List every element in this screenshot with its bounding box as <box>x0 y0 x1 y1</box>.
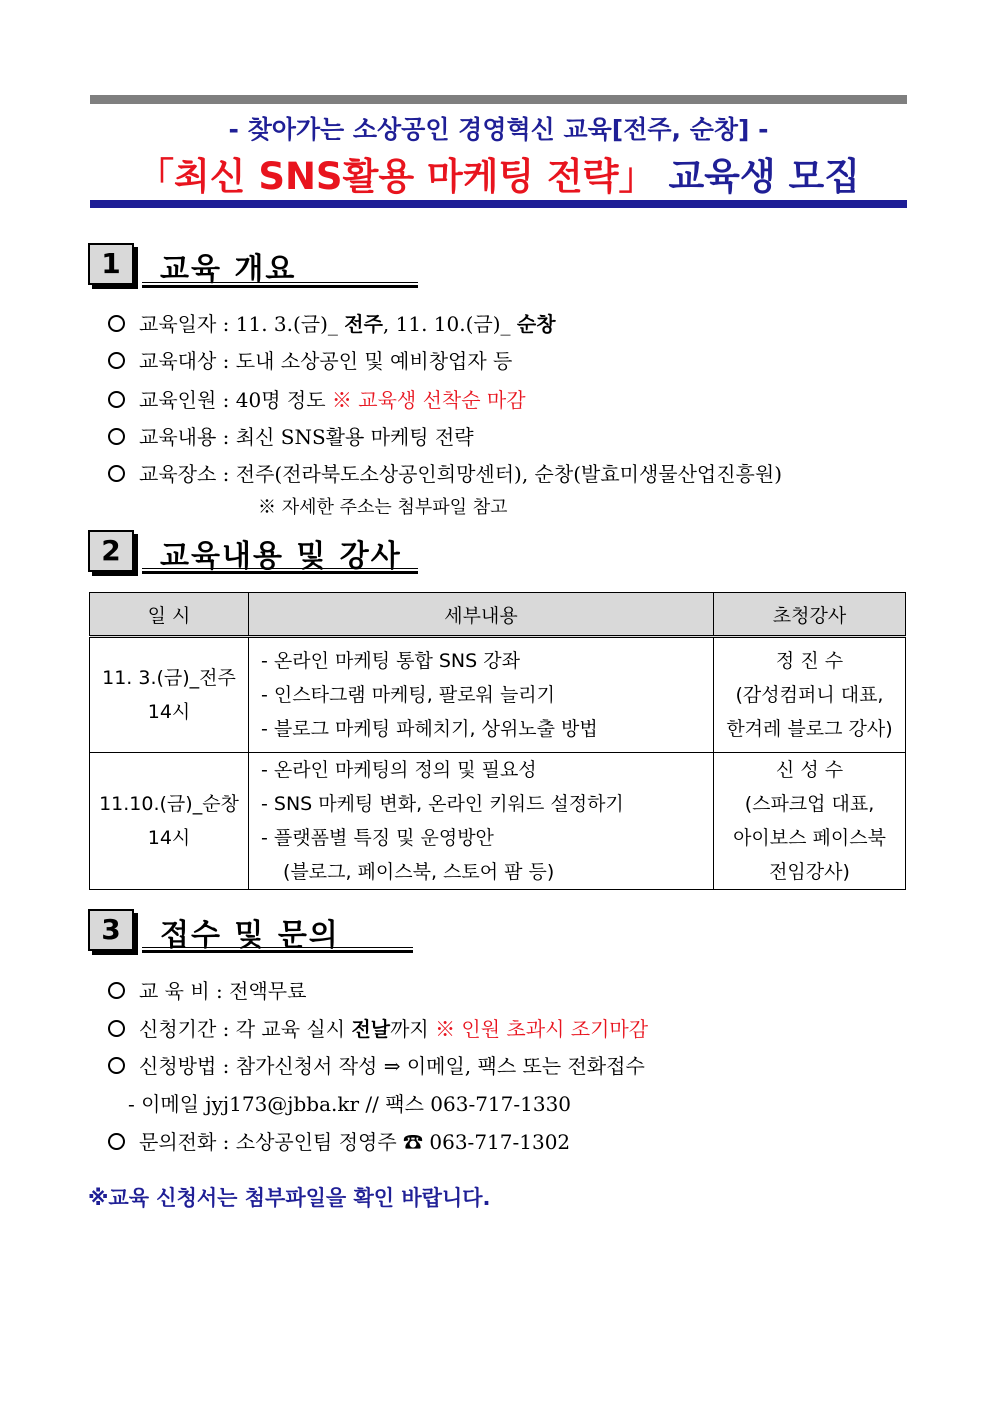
cell-content: - 온라인 마케팅 통합 SNS 강좌 - 인스타그램 마케팅, 팔로워 늘리기 - 블로그 마케팅 파헤치기, 상위노출 방법 <box>249 637 714 753</box>
bullet-icon <box>108 1133 125 1150</box>
bullet-icon <box>108 982 125 999</box>
bullet-icon <box>108 428 125 445</box>
section-title-2: 교육내용 및 강사 <box>160 539 402 574</box>
schedule-table <box>89 592 906 890</box>
section-underline-3 <box>142 947 413 953</box>
contact-line: - 이메일 jyj173@jbba.kr // 팩스 063-717-1330 <box>128 1092 572 1116</box>
section-title-3: 접수 및 문의 <box>160 918 340 953</box>
cell-date: 11.10.(금)_순창 14시 <box>90 753 249 890</box>
footer-note: ※교육 신청서는 첨부파일을 확인 바랍니다. <box>88 1186 491 1210</box>
title-red: 「최신 SNS활용 마케팅 전략」 <box>136 155 656 198</box>
cell-date: 11. 3.(금)_전주 14시 <box>90 637 249 753</box>
list-item-fee: 교 육 비 : 전액무료 <box>108 975 306 1004</box>
title-blue: 교육생 모집 <box>668 155 861 198</box>
bullet-icon <box>108 465 125 482</box>
list-item-venue: 교육장소 : 전주(전라북도소상공인희망센터), 순창(발효미생물산업진흥원) <box>108 458 782 487</box>
cell-content: - 온라인 마케팅의 정의 및 필요성 - SNS 마케팅 변화, 온라인 키워드 설정하기 - 플랫폼별 특징 및 운영방안 (블로그, 페이스북, 스토어 팜 등) <box>249 753 714 890</box>
section-title-1: 교육 개요 <box>160 252 297 287</box>
bullet-icon <box>108 315 125 332</box>
list-item-count: 교육인원 : 40명 정도 ※ 교육생 선착순 마감 <box>108 384 526 413</box>
page-subtitle: - 찾아가는 소상공인 경영혁신 교육[전주, 순창] - <box>228 115 769 144</box>
top-rule <box>90 95 907 104</box>
section-underline-2 <box>142 568 418 574</box>
header-rule <box>90 200 907 208</box>
bullet-icon <box>108 391 125 408</box>
column-header-date: 일 시 <box>90 593 249 637</box>
list-item-content: 교육내용 : 최신 SNS활용 마케팅 전략 <box>108 421 474 450</box>
list-item-method: 신청방법 : 참가신청서 작성 ⇒ 이메일, 팩스 또는 전화접수 <box>108 1050 645 1079</box>
cell-instructor: 정 진 수 (감성컴퍼니 대표, 한겨레 블로그 강사) <box>714 637 906 753</box>
section-number-2: 2 <box>88 530 134 572</box>
table-row <box>90 637 906 753</box>
bullet-icon <box>108 1057 125 1074</box>
list-item-phone: 문의전화 : 소상공인팀 정영주 ☎ 063-717-1302 <box>108 1126 570 1155</box>
section-underline-1 <box>142 282 418 288</box>
bullet-icon <box>108 352 125 369</box>
table-row <box>90 753 906 890</box>
page-title <box>90 146 907 200</box>
address-note: ※ 자세한 주소는 첨부파일 참고 <box>258 497 508 518</box>
bullet-icon <box>108 1020 125 1037</box>
section-number-3: 3 <box>88 909 134 951</box>
column-header-instructor: 초청강사 <box>714 593 906 637</box>
cell-instructor: 신 성 수 (스파크업 대표, 아이보스 페이스북 전임강사) <box>714 753 906 890</box>
early-close-note: ※ 인원 초과시 조기마감 <box>435 1017 649 1041</box>
list-item-target: 교육대상 : 도내 소상공인 및 예비창업자 등 <box>108 345 512 374</box>
list-item-date: 교육일자 : 11. 3.(금)_ 전주, 11. 10.(금)_ 순창 <box>108 308 556 337</box>
section-number-1: 1 <box>88 243 134 285</box>
first-come-note: ※ 교육생 선착순 마감 <box>331 388 526 412</box>
column-header-content: 세부내용 <box>249 593 714 637</box>
list-item-period: 신청기간 : 각 교육 실시 전날까지 ※ 인원 초과시 조기마감 <box>108 1013 648 1042</box>
